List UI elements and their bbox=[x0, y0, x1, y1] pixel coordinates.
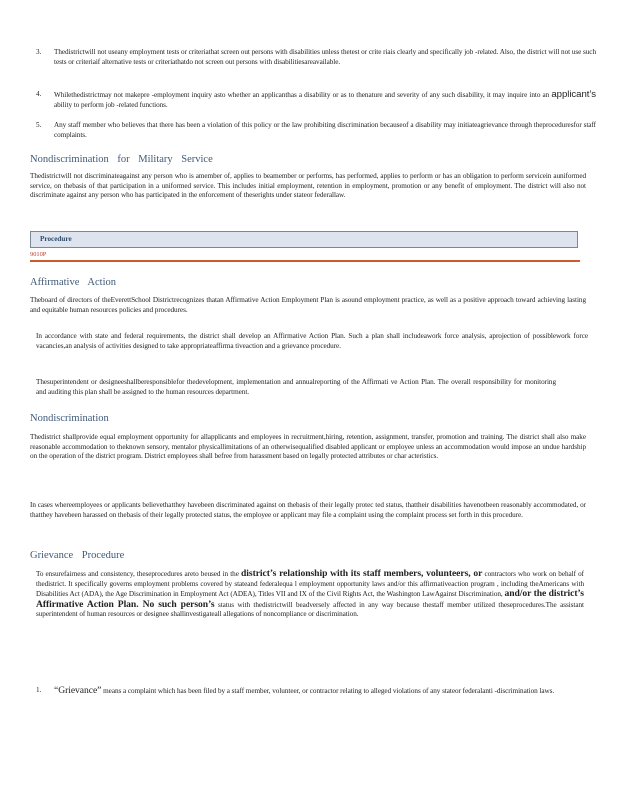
list-text-part: Whilethedistrictmay not makepre -employment inquiry asto whether an applicanthas a disability or as to thenature and severity of any such disability, it may inquire into an bbox=[54, 91, 550, 99]
list-item bbox=[36, 121, 596, 143]
list-text: Thedistrictwill not useany employment tests or criteriathat screen out persons with disabilities unless thetest or crite riais clearly and specifically job -related. Also, the district will not use such tests or criteriaif alternative tests or criteriathatdo not screen out persons with disabilitiesareavailable. bbox=[54, 48, 596, 66]
grievance-text-emphasis: district’s relationship with its staff members, volunteers, or bbox=[240, 568, 483, 579]
procedure-box bbox=[30, 231, 578, 248]
list-number: 5. bbox=[36, 121, 42, 129]
military-paragraph: Thedistrictwill not discriminateagainst any person who is amember of, applies to beamember or performs, has performed, applies to perform or has an obligation to perform servicein auniformed service, on thebasis of that participation in a uniformed service. This includes initial employment, retention in employment, promotion or any benefit of employment. The district will also not discriminate against any person who has participated in the enforcement of theserights under stateor federallaw. bbox=[30, 172, 586, 200]
list-text bbox=[54, 90, 596, 110]
list-text bbox=[54, 686, 596, 697]
procedure-label: Procedure bbox=[40, 235, 72, 243]
affirmative-paragraph-1: Theboard of directors of theEverettSchool Districtrecognizes thatan Affirmative Action Employment Plan is asound employment practice, as well as a positive approach toward achieving lasting and equitable human resources policies and procedures. bbox=[30, 296, 586, 314]
grievance-text-part: To ensurefairness and consistency, theseprocedures areto beused in the bbox=[36, 570, 239, 578]
section-heading-nondiscrimination: Nondiscrimination bbox=[30, 413, 109, 424]
list-item bbox=[36, 48, 596, 80]
section-heading-military: Nondiscrimination for Military Service bbox=[30, 154, 213, 165]
list-item bbox=[36, 90, 596, 112]
list-item bbox=[36, 686, 596, 708]
list-text-part: ability to perform job -related functions. bbox=[54, 100, 168, 109]
grievance-definition: means a complaint which has been filed by a staff member, volunteer, or contractor relating to alleged violations of any stateor federalanti -discrimination laws. bbox=[103, 687, 555, 695]
section-divider bbox=[30, 260, 580, 262]
section-heading-affirmative: Affirmative Action bbox=[30, 277, 116, 288]
grievance-text-part: contractors who work on behalf of thedistrict. It specifically governs employment problems covered by stateand federalequa l employment opportunity laws and/or this affirmativeaction program , including theAmericans with Disabilities Act (ADA), the Age Discrimination in Employment Act (ADEA), Titles VII and IX of the Civil Rights Act, the Washington LawAgainst Discrimination, bbox=[36, 570, 584, 599]
document-code: 9010P bbox=[30, 251, 47, 258]
grievance-term: “Grievance” bbox=[54, 685, 102, 696]
list-text: Any staff member who believes that there has been a violation of this policy or the law prohibiting discrimination becauseof a disability may initiateagrievance through theproceduresfor staff complaints. bbox=[54, 121, 596, 139]
list-text-emphasis: applicant’s bbox=[551, 89, 596, 100]
grievance-text-emphasis: and/or the district’s Affirmative Action Plan. No such person’s bbox=[36, 588, 584, 610]
nondiscrimination-paragraph-2: In cases whereemployees or applicants believethatthey havebeen discriminated against on thebasis of their legally protec ted status, thattheir disabilities havenotbeen reasonably accommodated, or thatthey havebeen harassed on thebasis of their legally protected status, the employee or applicant may file a complaint using the complaint process set forth in this procedure. bbox=[30, 501, 586, 519]
list-number: 3. bbox=[36, 48, 42, 56]
grievance-paragraph bbox=[36, 569, 584, 620]
list-number: 1. bbox=[36, 686, 42, 694]
affirmative-paragraph-2: In accordance with state and federal requirements, the district shall develop an Affirmative Action Plan. Such a plan shall includeawork force analysis, aprojection of possiblework force vacancies,an analysis of activities designed to take appropriateaffirma tiveaction and a grievance procedure. bbox=[36, 332, 588, 350]
grievance-text-part: status with thedistrictwill beadversely affected in any way because thestaff member utilized theseprocedures.The assistant superintendent of human resources or designee shallinvestigateall allegations of noncompliance or discrimination. bbox=[36, 600, 584, 619]
nondiscrimination-paragraph-1: Thedistrict shallprovide equal employment opportunity for allapplicants and employees in recruitment,hiring, retention, assignment, transfer, promotion and training. The district shall also make reasonable accommodation to theknown sensory, mentalor physicallimitations of an otherwisequalified disabled applicant or employee unless an accommodation would impose an undue hardship on the operation of the district program. District employees shall befree from harassment based on legally protected attributes or char acteristics. bbox=[30, 433, 586, 461]
affirmative-paragraph-3: Thesuperintendent or designeeshallberesponsiblefor thedevelopment, implementation and annualreporting of the Affirmati ve Action Plan. The overall responsibility for monitoring and auditing this plan shall be assigned to the human resources department. bbox=[36, 378, 556, 396]
section-heading-grievance: Grievance Procedure bbox=[30, 550, 125, 561]
list-number: 4. bbox=[36, 90, 42, 98]
